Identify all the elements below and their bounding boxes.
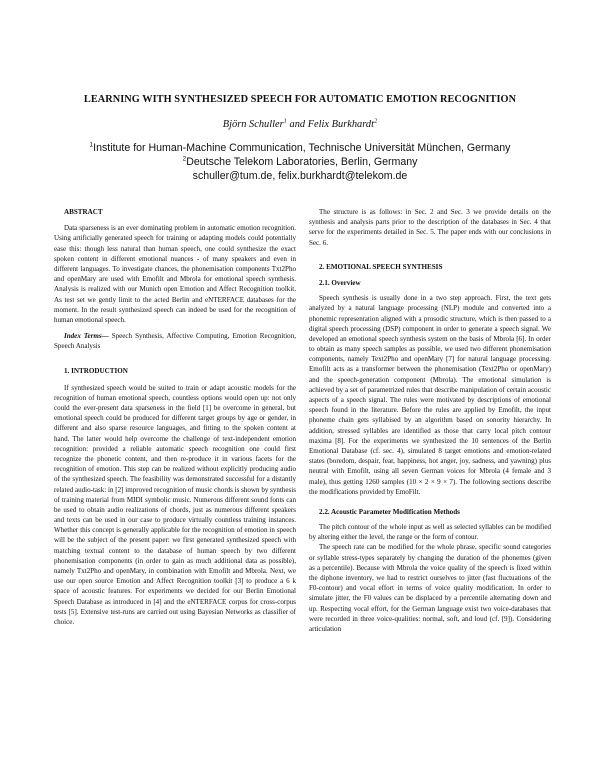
section-2-2-paragraph-1: The pitch contour of the whole input as well as selected syllables can be modified by altering either the level, the range or the form of contour. xyxy=(309,523,551,542)
author-1: Björn Schuller xyxy=(222,119,284,130)
section-2-1-heading: 2.1. Overview xyxy=(319,278,361,287)
affiliation-1-text: Institute for Human-Machine Communication, Technische Universität München, Germany xyxy=(93,142,511,154)
paper-title: LEARNING WITH SYNTHESIZED SPEECH FOR AUTOMATIC EMOTION RECOGNITION xyxy=(83,94,517,105)
affiliation-1 xyxy=(40,141,560,155)
index-terms-text: Speech Synthesis, Affective Computing, Emotion Recognition, Speech Analysis xyxy=(54,332,296,351)
affiliation-2-sup: 2 xyxy=(182,155,187,163)
author-2: Felix Burkhardt xyxy=(307,119,374,130)
abstract-heading: ABSTRACT xyxy=(64,208,103,216)
structure-text: The structure is as follows: in Sec. 2 and Sec. 3 we provide details on the synthesis and analysis parts prior to the description of the databases in Sec. 4 that serve for the experiments detailed in Sec. 5. The paper ends with our conclusions in Sec. 6. xyxy=(309,208,551,247)
section-2-1-text: Speech synthesis is usually done in a two step approach. First, the text gets analyzed by a natural language processing (NLP) module and converted into a phonemic representation aligned with a prosodic structure, which is then passed to a digital speech processing (DSP) component in order to generate a speech signal. We developed an emotional speech synthesis system on the basis of Mbrola [6]. In order to obtain as many speech samples as possible, we used two different phonemisation components, namely Text2Pho and openMary [7] for natural language processing. Emofilt acts as a transformer between the phonemisation (Text2Pho or openMary) and the speech-generation component (Mbrola). The emotional simulation is achieved by a set of parametrized rules that describe manipulation of certain acoustic aspects of a speech signal. The rules were motivated by descriptions of emotional speech found in the literature. Before the rules are applied by Emofilt, the input phoneme chain gets syllabised by an algorithm based on sonority hierarchy. In addition, stressed syllables are identified as those that carry local pitch contour maxima [8]. For the experiments we synthesized the 10 sentences of the Berlin Emotional Database (cf. sec. 4), simulated 8 target emotions and emotion-related states (boredom, despair, fear, happiness, hot anger, joy, sadness, and yawning) plus neutral with Emofilt, using all seven German voices for Mbrola (4 female and 3 male), thus getting 1260 samples (10 × 2 × 9 × 7). The following sections describe the modifications provided by EmoFilt. xyxy=(309,294,551,496)
authors xyxy=(40,119,560,130)
author-2-sup: 2 xyxy=(373,117,378,125)
author-1-sup: 1 xyxy=(283,117,287,125)
right-column xyxy=(309,207,551,634)
affiliation-2-text: Deutsche Telekom Laboratories, Berlin, Germany xyxy=(186,156,418,168)
left-column xyxy=(54,207,296,627)
index-terms xyxy=(54,331,296,351)
affiliation-2 xyxy=(40,155,560,169)
abstract-text: Data sparseness is an ever dominating problem in automatic emotion recognition. Using artificially generated speech for training or adapting models could potentially ease this: though less natural than human speech, one could synthesize the exact spoken content in different emotional nuances - of many speakers and even in different languages. To investigate chances, the phonemisation components Txt2Pho and openMary are used with Emofilt and Mbrola for emotional speech synthesis. Analysis is realized with our Munich open Emotion and Affect Recognition toolkit. As test set we gently limit to the acted Berlin and eNTERFACE databases for the moment. In the result synthesized speech can indeed be used for the recognition of human emotional speech. xyxy=(54,224,296,324)
index-terms-label: Index Terms— xyxy=(64,332,109,341)
section-2-heading: 2. EMOTIONAL SPEECH SYNTHESIS xyxy=(319,262,443,271)
author-and: and xyxy=(286,119,308,130)
intro-text: If synthesized speech would be suited to train or adapt acoustic models for the recognition of human emotional speech, countless options would open up: not only could the ever-present data sparseness in the field [1] be overcome in general, but emotional speech could be produced for different target groups by age or gender, in different and also sparse resource languages, and fitting to the spoken content at hand. The latter would help overcome the challenge of text-independent emotion recognition: provided a reliable automatic speech recognition one could first recognize the phonetic content, and then re-produce it in various facets for the recognition of emotion. This step can be realized without explicitly producing audio of the synthesized speech. The feasibility was demonstrated successful for a distantly related audio-task: in [2] improved recognition of music chords is shown by synthesis of training material from MIDI symbolic music. Numerous different sound fonts can be used to obtain audio realizations of chords, just as numerous different speakers and texts can be used in our case to produce virtually countless training instances. Whether this concept is generally applicable for the recognition of emotion in speech will be the subject of the present paper: we first generated synthesized speech with matching textual content to the database of human speech by two different phonemisation components (in order to gain as much additional data as possible), namely Txt2Pho and openMary, in combination with Emofilt and Mbrola. Next, we use our open source Emotion and Affect Recognition toolkit [3] to produce a 6 k space of acoustic features. For experiments we decided for our Berlin Emotional Speech Database as introduced in [4] and the eNTERFACE corpus for cross-corpus tests [5]. Extensive test-runs are carried out using Bayesian Networks as classifier of choice. xyxy=(54,383,296,626)
author-emails: schuller@tum.de, felix.burkhardt@telekom.de xyxy=(192,170,408,182)
section-2-2-heading: 2.2. Acoustic Parameter Modification Methods xyxy=(319,507,460,516)
section-2-2-paragraph-2: The speech rate can be modified for the whole phrase, specific sound categories or syllable stress-types separately by changing the duration of the phonemes (given as a percentile). Because with Mbrola the voice quality of the speech is fixed within the diphone inventory, we had to restrict ourselves to jitter (fast fluctuations of the F0-contour) and vocal effort in terms of voice quality modification. In order to simulate jitter, the F0 values can be displaced by a percentile alternating down and up. Respecting vocal effort, for the German language exist two voice-databases that were recorded in three voice-qualities: normal, soft, and loud (cf. [9]). Considering articulation xyxy=(309,543,551,633)
intro-heading: 1. INTRODUCTION xyxy=(64,367,128,376)
affiliation-1-sup: 1 xyxy=(89,141,94,149)
